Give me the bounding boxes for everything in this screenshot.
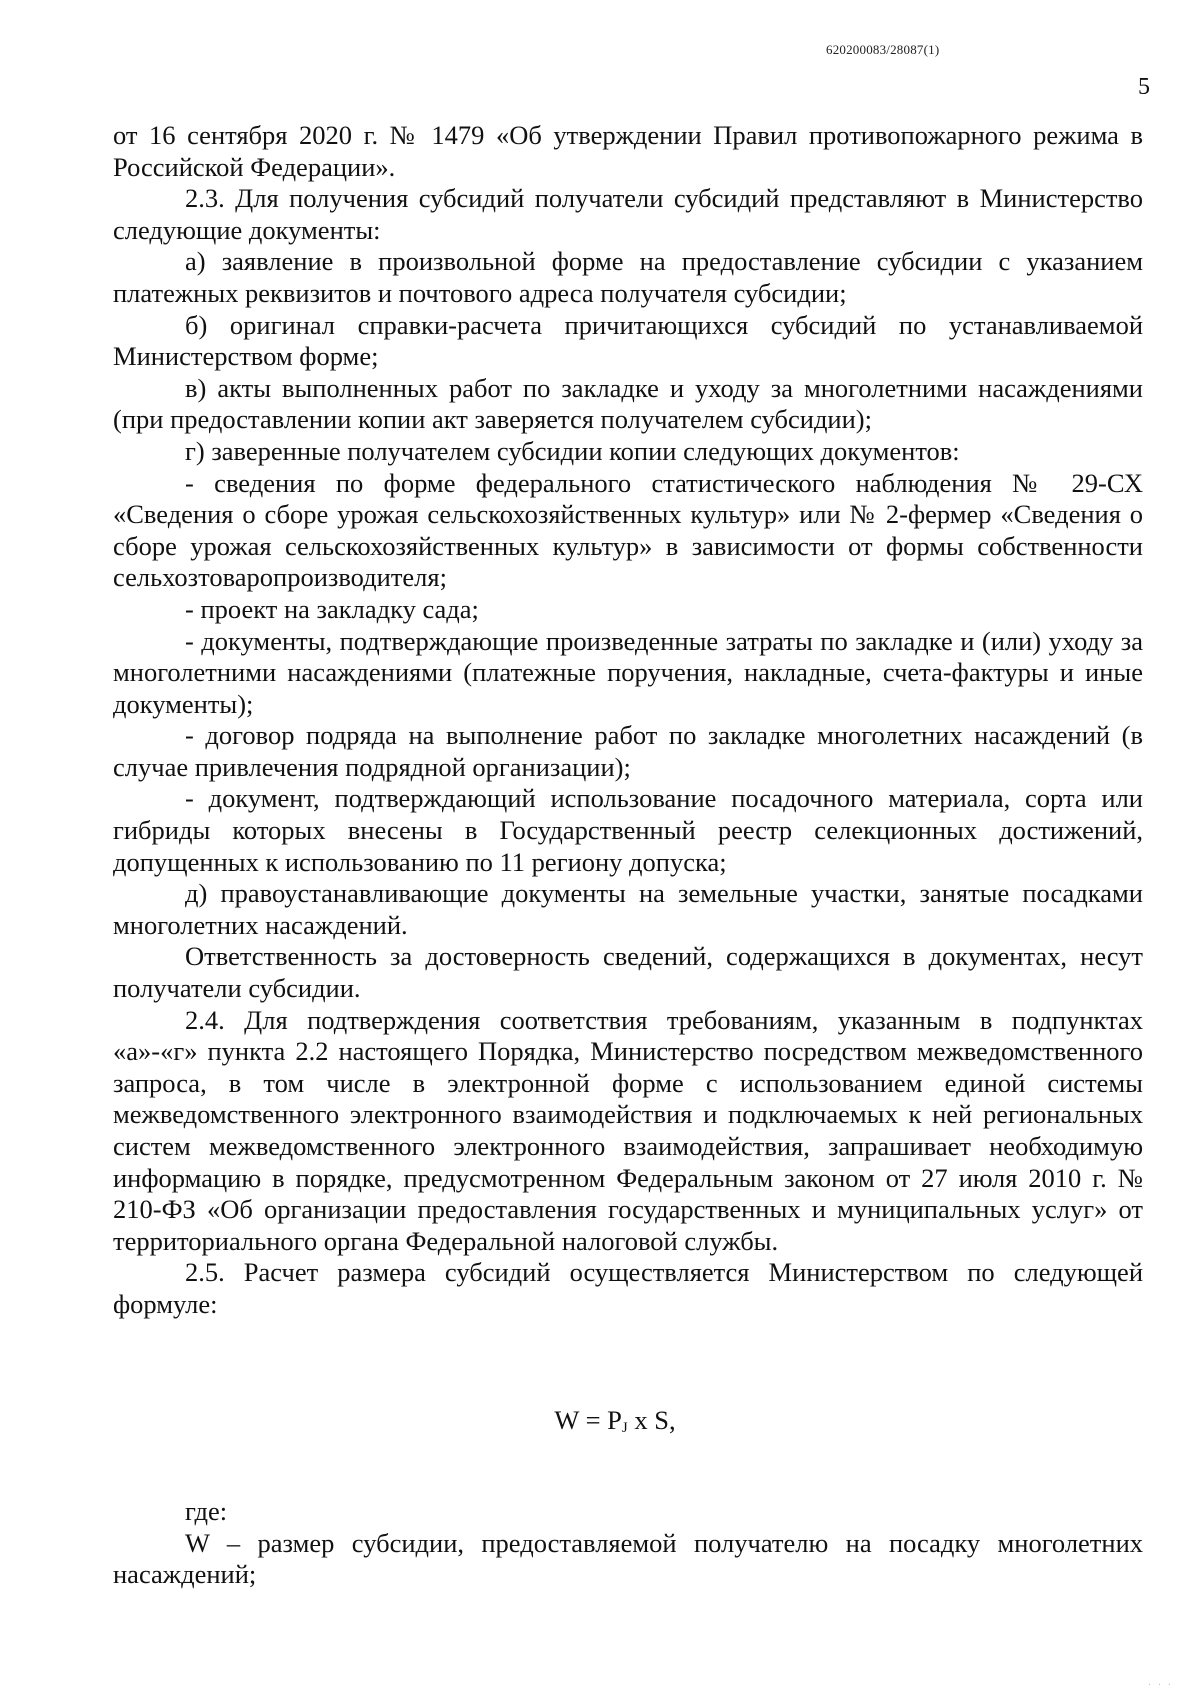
- subsidy-formula: [0, 1404, 1200, 1444]
- list-item-statistics: - сведения по форме федерального статистического наблюдения № 29-СХ «Сведения о сборе урожая сельскохозяйственных культур» или № 2-фермер «Сведения о сборе урожая сельскохозяйственных культур» в зависимости от формы собственности сельхозтоваропроизводителя;: [113, 467, 1143, 593]
- list-item-contract: - договор подряда на выполнение работ по закладке многолетних насаждений (в случае привлечения подрядной организации);: [113, 720, 1143, 782]
- scan-artifact: · · ·: [1148, 1680, 1173, 1691]
- paragraph-2-3-b: б) оригинал справки-расчета причитающихся субсидий по устанавливаемой Министерством форме;: [113, 309, 1143, 372]
- list-item-cost-documents: - документы, подтверждающие произведенные затраты по закладке и (или) уходу за многолетними насаждениями (платежные поручения, накладные, счета-фактуры и иные документы);: [113, 625, 1143, 719]
- page-number: 5: [1138, 74, 1150, 100]
- paragraph-responsibility: Ответственность за достоверность сведений, содержащихся в документах, несут получатели субсидии.: [113, 941, 1143, 1004]
- paragraph-2-3-d: д) правоустанавливающие документы на земельные участки, занятые посадками многолетних насаждений.: [113, 878, 1143, 940]
- where-label: где:: [185, 1496, 228, 1526]
- formula-subscript: J: [621, 1420, 628, 1436]
- formula-lhs: W = P: [554, 1405, 622, 1435]
- paragraph-2-3-g: г) заверенные получателем субсидии копии следующих документов:: [185, 435, 960, 466]
- paragraph-2-5: 2.5. Расчет размера субсидий осуществляется Министерством по следующей формуле:: [113, 1257, 1143, 1319]
- list-item-garden-project: - проект на закладку сада;: [185, 593, 479, 624]
- definition-w: W – размер субсидии, предоставляемой получателю на посадку многолетних насаждений;: [113, 1527, 1143, 1590]
- document-id: 620200083/28087(1): [826, 42, 940, 57]
- paragraph-continuation: от 16 сентября 2020 г. № 1479 «Об утверждении Правил противопожарного режима в Российской Федерации».: [113, 120, 1143, 182]
- document-body: [113, 120, 1143, 1321]
- list-item-planting-material: - документ, подтверждающий использование посадочного материала, сорта или гибриды которых внесены в Государственный реестр селекционных достижений, допущенных к использованию по 11 региону допуска;: [113, 783, 1143, 877]
- paragraph-2-3-a: а) заявление в произвольной форме на предоставление субсидии с указанием платежных реквизитов и почтового адреса получателя субсидии;: [113, 246, 1143, 308]
- paragraph-2-3-v: в) акты выполненных работ по закладке и уходу за многолетними насаждениями (при предоставлении копии акт заверяется получателем субсидии);: [113, 372, 1143, 435]
- formula-legend: [113, 1496, 1143, 1591]
- paragraph-2-3: 2.3. Для получения субсидий получатели субсидий представляют в Министерство следующие документы:: [113, 183, 1143, 245]
- formula-rhs: x S,: [627, 1405, 676, 1435]
- paragraph-2-4: 2.4. Для подтверждения соответствия требованиям, указанным в подпунктах «а»-«г» пункта 2.2 настоящего Порядка, Министерство посредством межведомственного запроса, в том числе в электронной форме с использованием единой системы межведомственного электронного взаимодействия и подключаемых к ней региональных систем межведомственного электронного взаимодействия, запрашивает необходимую информацию в порядке, предусмотренном Федеральным законом от 27 июля 2010 г. № 210-ФЗ «Об организации предоставления государственных и муниципальных услуг» от территориального органа Федеральной налоговой службы.: [113, 1004, 1143, 1256]
